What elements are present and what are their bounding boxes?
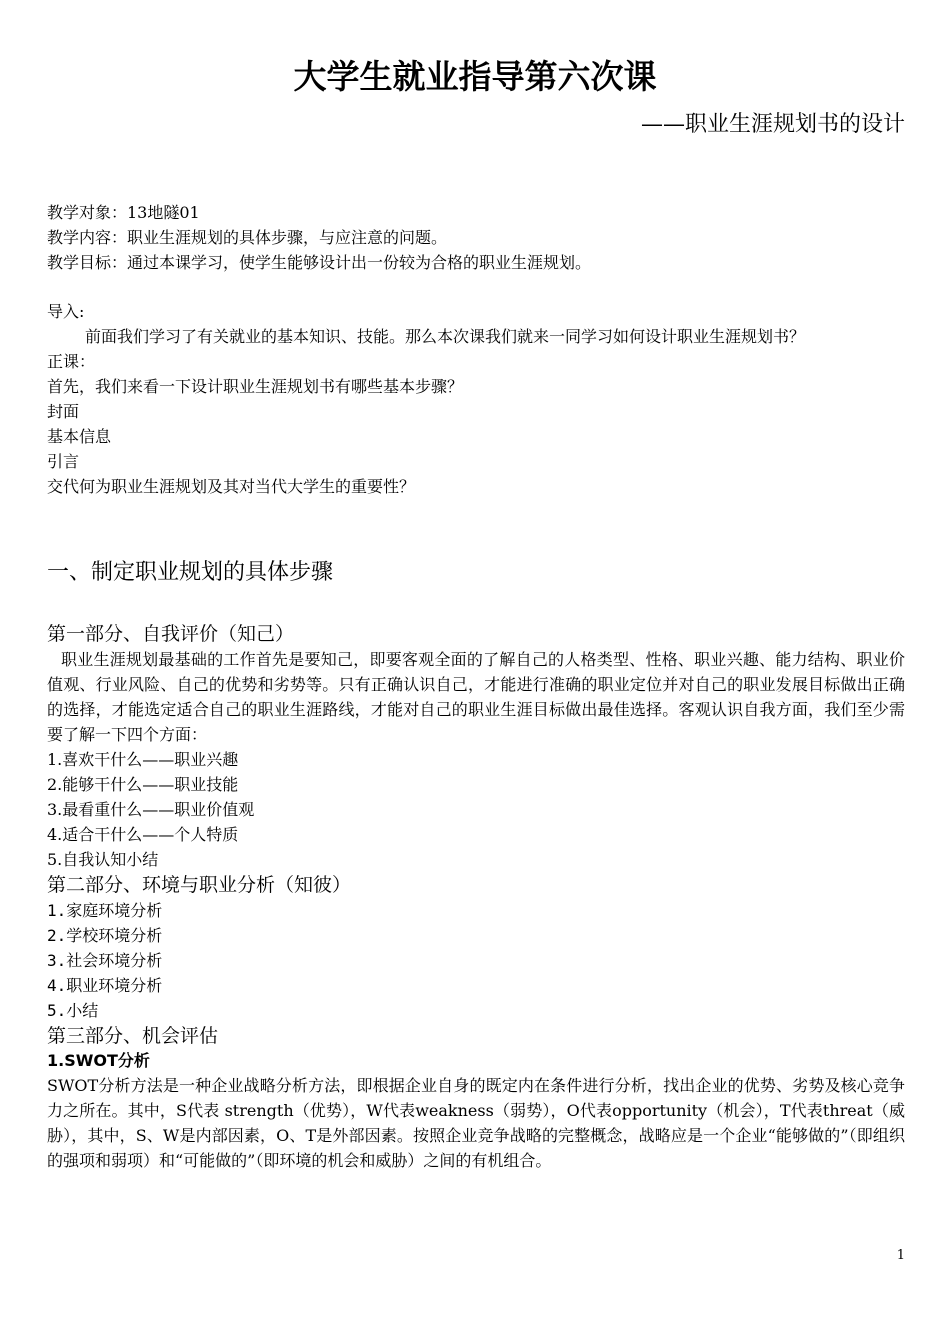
intro-block [47,299,905,499]
list-item: 5.自我认知小结 [47,850,159,869]
list-item: 2.能够干什么——职业技能 [47,775,239,794]
lesson-line: 封面 [47,402,80,421]
section-heading: 一、制定职业规划的具体步骤 [47,560,334,585]
lesson-label: 正课： [47,352,96,371]
list-item: 3.社会环境分析 [47,951,163,970]
swot-text: SWOT分析方法是一种企业战略分析方法，即根据企业自身的既定内在条件进行分析，找出企业的优势、劣势及核心竞争力之所在。其中，S代表 strength（优势），W代表weakness（弱势），O代表opportunity（机会），T代表threat（威胁），其中，S、W是内部因素，O、T是外部因素。按照企业竞争战略的完整概念，战略应是一个企业“能够做的”（即组织的强项和弱项）和“可能做的”（即环境的机会和威胁）之间的有机组合。 [47,1076,905,1170]
list-item: 5.小结 [47,1001,99,1020]
meta-content: 教学内容：职业生涯规划的具体步骤，与应注意的问题。 [47,228,448,247]
document-subtitle: ——职业生涯规划书的设计 [640,112,905,137]
lesson-line: 基本信息 [47,427,112,446]
list-item: 2.学校环境分析 [47,926,163,945]
part2-heading: 第二部分、环境与职业分析（知彼） [47,874,352,896]
page-number: 1 [896,1248,905,1263]
lesson-line: 首先，我们来看一下设计职业生涯规划书有哪些基本步骤？ [47,377,464,396]
part1-text: 职业生涯规划最基础的工作首先是要知己，即要客观全面的了解自己的人格类型、性格、职业兴趣、能力结构、职业价值观、行业风险、自己的优势和劣势等。只有正确认识自己，才能进行准确的职业定位并对自己的职业发展目标做出正确的选择，才能选定适合自己的职业生涯路线，才能对自己的职业生涯目标做出最佳选择。客观认识自我方面，我们至少需要了解一下四个方面： [47,650,905,744]
list-item: 4.职业环境分析 [47,976,163,995]
list-item: 4.适合干什么——个人特质 [47,825,239,844]
list-item: 1.喜欢干什么——职业兴趣 [47,750,239,769]
list-item: 1.家庭环境分析 [47,901,163,920]
intro-label: 导入: [47,302,85,321]
lesson-line: 交代何为职业生涯规划及其对当代大学生的重要性？ [47,477,416,496]
lesson-line: 引言 [47,452,80,471]
part3-heading: 第三部分、机会评估 [47,1025,219,1047]
meta-goal: 教学目标：通过本课学习，使学生能够设计出一份较为合格的职业生涯规划。 [47,253,592,272]
document-title: 大学生就业指导第六次课 [293,57,657,96]
part1-heading: 第一部分、自我评价（知己） [47,623,295,645]
meta-block [47,200,905,275]
part1-block [47,621,905,1173]
intro-text: 前面我们学习了有关就业的基本知识、技能。那么本次课我们就来一同学习如何设计职业生涯规划书？ [85,327,806,346]
meta-target: 教学对象：13地隧01 [47,203,200,222]
list-item: 3.最看重什么——职业价值观 [47,800,255,819]
swot-heading: 1.SWOT分析 [47,1051,150,1070]
